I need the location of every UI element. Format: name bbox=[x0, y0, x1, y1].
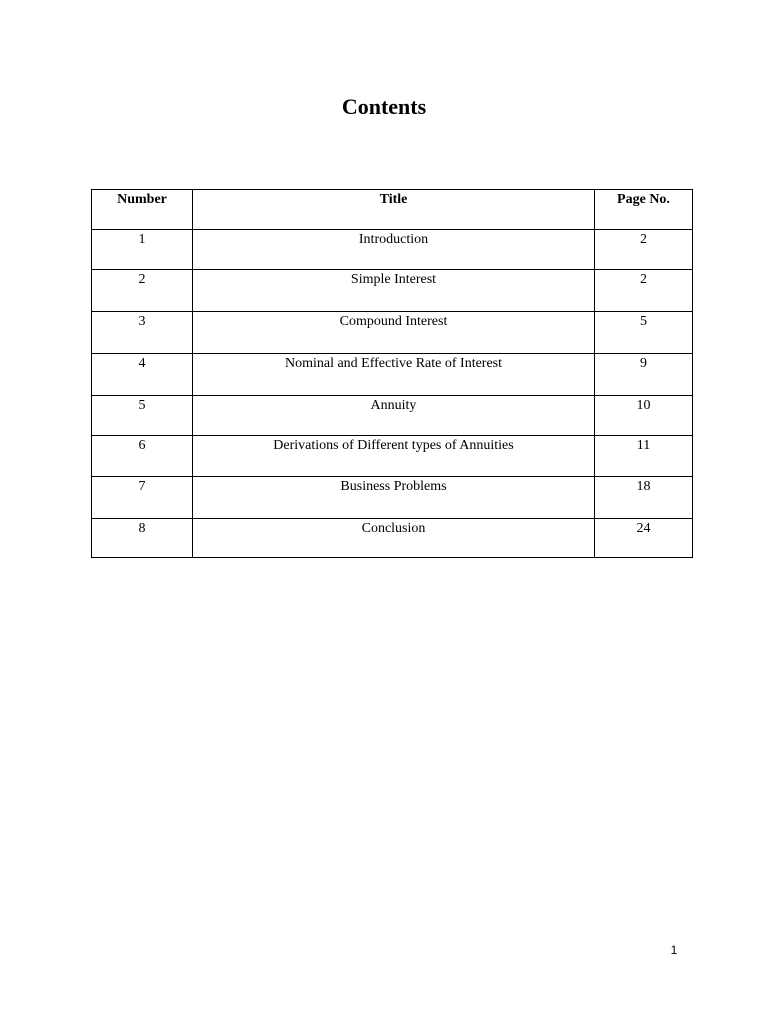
row-number-cell: 7 bbox=[92, 477, 193, 519]
table-row bbox=[92, 270, 693, 312]
table-row bbox=[92, 477, 693, 519]
row-title-cell: Annuity bbox=[193, 396, 595, 436]
row-number-cell: 5 bbox=[92, 396, 193, 436]
page-title: Contents bbox=[341, 94, 427, 119]
row-number-cell: 3 bbox=[92, 312, 193, 354]
table-row bbox=[92, 230, 693, 270]
table-header-row bbox=[92, 190, 693, 230]
table-row bbox=[92, 436, 693, 477]
row-page-cell: 2 bbox=[595, 230, 693, 270]
table-row bbox=[92, 354, 693, 396]
row-page-cell: 10 bbox=[595, 396, 693, 436]
row-title-cell: Business Problems bbox=[193, 477, 595, 519]
table-row bbox=[92, 519, 693, 558]
row-number-cell: 2 bbox=[92, 270, 193, 312]
row-page-cell: 2 bbox=[595, 270, 693, 312]
table-row bbox=[92, 396, 693, 436]
row-page-cell: 24 bbox=[595, 519, 693, 558]
row-number-cell: 6 bbox=[92, 436, 193, 477]
row-number-cell: 1 bbox=[92, 230, 193, 270]
column-header-title: Title bbox=[193, 190, 595, 230]
row-title-cell: Simple Interest bbox=[193, 270, 595, 312]
row-title-cell: Nominal and Effective Rate of Interest bbox=[193, 354, 595, 396]
row-title-cell: Conclusion bbox=[193, 519, 595, 558]
column-header-page: Page No. bbox=[595, 190, 693, 230]
column-header-number: Number bbox=[92, 190, 193, 230]
row-page-cell: 9 bbox=[595, 354, 693, 396]
table-row bbox=[92, 312, 693, 354]
page-number: 1 bbox=[670, 943, 678, 957]
row-title-cell: Derivations of Different types of Annuities bbox=[193, 436, 595, 477]
row-page-cell: 5 bbox=[595, 312, 693, 354]
row-page-cell: 18 bbox=[595, 477, 693, 519]
row-number-cell: 8 bbox=[92, 519, 193, 558]
contents-table bbox=[91, 189, 693, 558]
row-number-cell: 4 bbox=[92, 354, 193, 396]
row-title-cell: Compound Interest bbox=[193, 312, 595, 354]
row-page-cell: 11 bbox=[595, 436, 693, 477]
row-title-cell: Introduction bbox=[193, 230, 595, 270]
